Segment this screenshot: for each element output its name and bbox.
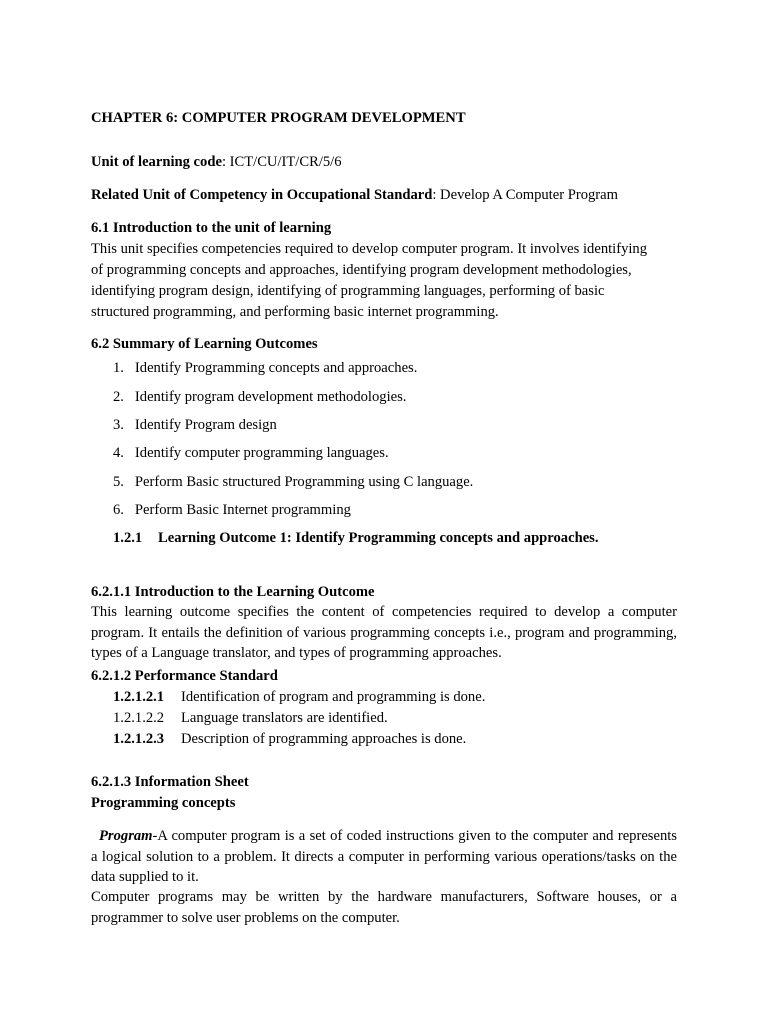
summary-item bbox=[113, 472, 473, 493]
performance-item bbox=[113, 708, 388, 729]
performance-item-num: 1.2.1.2.2 bbox=[113, 710, 165, 726]
competency-sep: : bbox=[432, 187, 441, 203]
intro-heading: 6.1 Introduction to the unit of learning bbox=[91, 220, 332, 236]
summary-item bbox=[113, 387, 406, 408]
intro-line: of programming concepts and approaches, identifying program development methodologies, bbox=[91, 262, 632, 278]
summary-item-text: Perform Basic structured Programming using C language. bbox=[134, 474, 474, 490]
competency-line bbox=[91, 185, 677, 206]
summary-item bbox=[113, 500, 351, 521]
performance-item-text: Identification of program and programming is done. bbox=[181, 689, 486, 705]
lo-intro-heading: 6.2.1.1 Introduction to the Learning Outcome bbox=[91, 584, 375, 600]
unit-code-label: Unit of learning code bbox=[91, 154, 222, 170]
program-definition bbox=[91, 826, 677, 888]
summary-heading: 6.2 Summary of Learning Outcomes bbox=[91, 336, 318, 352]
learning-outcome-text: Learning Outcome 1: Identify Programming concepts and approaches. bbox=[158, 530, 599, 546]
program-term: Program bbox=[99, 828, 153, 844]
summary-item bbox=[113, 443, 389, 464]
competency-value: Develop A Computer Program bbox=[440, 187, 618, 203]
summary-item-num: 1. bbox=[113, 360, 124, 376]
performance-item-num: 1.2.1.2.3 bbox=[113, 731, 165, 747]
info-sheet-heading: 6.2.1.3 Information Sheet bbox=[91, 774, 249, 790]
performance-item bbox=[113, 687, 485, 708]
summary-item-text: Identify program development methodologies. bbox=[134, 389, 407, 405]
intro-line: identifying program design, identifying of programming languages, performing of basic bbox=[91, 283, 605, 299]
unit-code-sep: : bbox=[221, 154, 230, 170]
summary-item-num: 6. bbox=[113, 502, 124, 518]
unit-code-line bbox=[91, 152, 677, 173]
unit-code-value: ICT/CU/IT/CR/5/6 bbox=[229, 154, 342, 170]
summary-item-num: 3. bbox=[113, 417, 124, 433]
learning-outcome-heading bbox=[113, 528, 599, 549]
summary-item-num: 5. bbox=[113, 474, 124, 490]
intro-line: This unit specifies competencies required to develop computer program. It involves identifying bbox=[91, 241, 648, 257]
program-paragraph-2: Computer programs may be written by the hardware manufacturers, Software houses, or a programmer to solve user problems on the computer. bbox=[91, 889, 677, 926]
performance-item-text: Language translators are identified. bbox=[181, 710, 388, 726]
summary-item-num: 4. bbox=[113, 445, 124, 461]
summary-item-text: Identify Program design bbox=[134, 417, 277, 433]
program-definition-text: -A computer program is a set of coded instructions given to the computer and represents a logical solution to a problem. It directs a computer in performing various operations/tasks on the data supplied to it. bbox=[91, 828, 677, 886]
performance-item-text: Description of programming approaches is done. bbox=[181, 731, 467, 747]
summary-item-num: 2. bbox=[113, 389, 124, 405]
competency-label: Related Unit of Competency in Occupational Standard bbox=[91, 187, 433, 203]
performance-item-num: 1.2.1.2.1 bbox=[113, 689, 165, 705]
performance-heading: 6.2.1.2 Performance Standard bbox=[91, 668, 278, 684]
intro-line: structured programming, and performing basic internet programming. bbox=[91, 304, 499, 320]
learning-outcome-num: 1.2.1 bbox=[113, 530, 143, 546]
lo-intro-paragraph: This learning outcome specifies the content of competencies required to develop a computer program. It entails the definition of various programming concepts i.e., program and programming, types of a Language translator, and types of programming approaches. bbox=[91, 604, 677, 662]
performance-item bbox=[113, 729, 466, 750]
summary-item-text: Identify Programming concepts and approaches. bbox=[134, 360, 418, 376]
summary-item-text: Identify computer programming languages. bbox=[134, 445, 389, 461]
summary-item bbox=[113, 415, 277, 436]
summary-item-text: Perform Basic Internet programming bbox=[134, 502, 351, 518]
info-sheet-subheading: Programming concepts bbox=[91, 795, 236, 811]
chapter-title: CHAPTER 6: COMPUTER PROGRAM DEVELOPMENT bbox=[91, 110, 466, 126]
summary-item bbox=[113, 358, 417, 379]
